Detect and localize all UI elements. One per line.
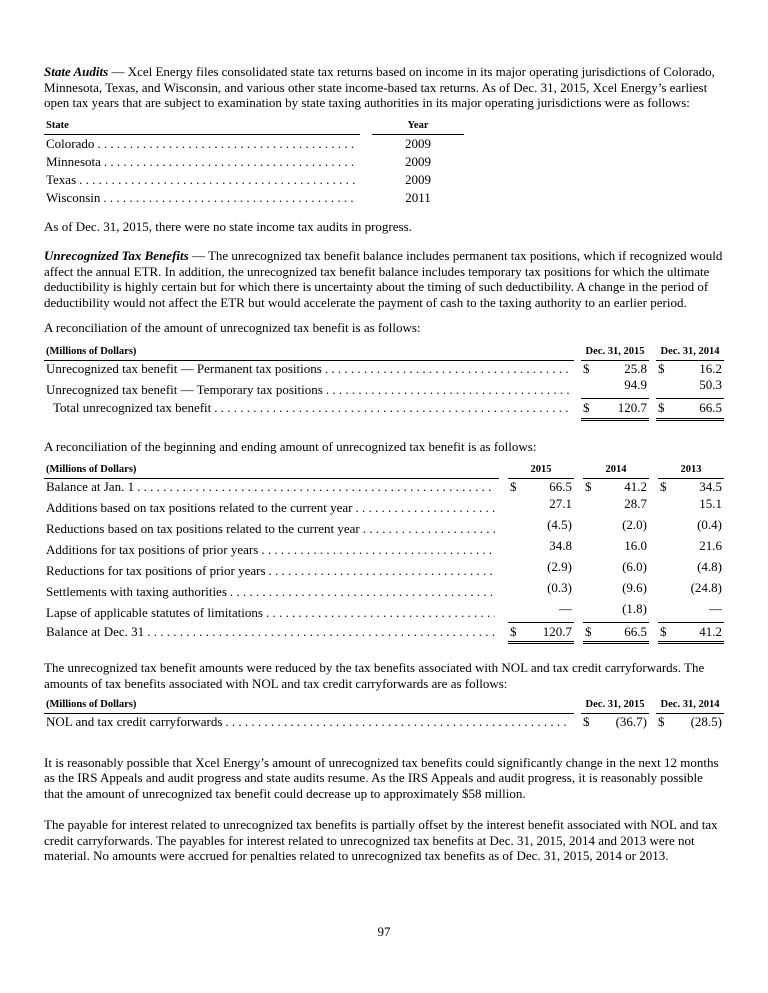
value-cell xyxy=(658,601,724,618)
value-cell xyxy=(508,517,574,534)
table-header-row xyxy=(44,346,724,361)
table-row xyxy=(44,496,724,517)
value: — xyxy=(559,600,572,616)
table-row xyxy=(44,377,724,398)
value-cell xyxy=(581,714,649,731)
value: 28.7 xyxy=(624,495,647,511)
value: 15.1 xyxy=(699,495,722,511)
dollar-sign: $ xyxy=(585,479,592,494)
recon-amount-table xyxy=(44,346,724,421)
dot-leader xyxy=(104,153,356,171)
col-header-2014: Dec. 31, 2014 xyxy=(656,699,724,714)
value-cell xyxy=(658,496,724,513)
table-row xyxy=(44,714,724,731)
value-cell xyxy=(508,479,574,496)
value-cell xyxy=(583,479,649,496)
value: 66.5 xyxy=(699,400,722,415)
state-year: 2009 xyxy=(405,171,431,187)
table-header-row xyxy=(44,464,724,479)
state-audits-heading: State Audits xyxy=(44,64,109,79)
value-cell xyxy=(508,622,574,645)
table-row xyxy=(44,538,724,559)
table-total-row xyxy=(44,398,724,421)
value: (2.9) xyxy=(547,558,572,574)
nol-table xyxy=(44,699,724,731)
col-header-2013: 2013 xyxy=(658,464,724,479)
col-header-2015: Dec. 31, 2015 xyxy=(581,346,649,361)
row-label: Unrecognized tax benefit — Temporary tax positions xyxy=(46,381,323,397)
value: (1.8) xyxy=(622,600,647,616)
row-label: Settlements with taxing authorities xyxy=(46,584,227,599)
state-name: Minnesota xyxy=(46,153,101,169)
nol-paragraph: The unrecognized tax benefit amounts were reduced by the tax benefits associated with NOL and tax credit carryforwards. The amounts of tax benefits associated with NOL and tax credit carryforwards are as follows: xyxy=(44,660,705,691)
row-label: Balance at Jan. 1 xyxy=(46,479,135,494)
dollar-sign: $ xyxy=(658,400,665,415)
row-label: Unrecognized tax benefit — Permanent tax positions xyxy=(46,360,322,376)
year-column-header: Year xyxy=(372,120,464,135)
dot-leader xyxy=(230,584,495,601)
value-cell xyxy=(658,622,724,645)
dollar-sign: $ xyxy=(585,623,592,639)
value-cell xyxy=(658,538,724,555)
state-column-header: State xyxy=(44,120,360,135)
dot-leader xyxy=(97,135,356,153)
value-cell xyxy=(508,538,574,555)
row-label: NOL and tax credit carryforwards xyxy=(46,714,223,729)
units-label: (Millions of Dollars) xyxy=(44,699,574,714)
unrecognized-tax-benefits-paragraph xyxy=(44,248,724,310)
value: 41.2 xyxy=(624,479,647,494)
row-label: Additions for tax positions of prior years xyxy=(46,542,259,557)
value-cell xyxy=(658,479,724,496)
dollar-sign: $ xyxy=(583,360,590,376)
value: — xyxy=(709,600,722,616)
table-row xyxy=(44,601,724,622)
dot-leader xyxy=(137,479,495,496)
table-row xyxy=(44,171,724,189)
table-row xyxy=(44,479,724,496)
state-audits-body: — Xcel Energy files consolidated state tax returns based on income in its major operating jurisdictions of Colorado, Minnesota, Texas, and Wisconsin, and various other state income-based tax returns. As of Dec. 31, 2015, Xcel Energy’s earliest open tax years that are subject to examination by state taxing authorities in its major operating jurisdictions were as follows: xyxy=(44,64,715,110)
value: (6.0) xyxy=(622,558,647,574)
col-header-2015: 2015 xyxy=(508,464,574,479)
dot-leader xyxy=(147,624,495,641)
col-header-2014: Dec. 31, 2014 xyxy=(656,346,724,361)
value-cell xyxy=(583,559,649,576)
dot-leader xyxy=(103,189,356,207)
row-label: Additions based on tax positions related to the current year xyxy=(46,500,353,515)
value-cell xyxy=(656,398,724,421)
value: (28.5) xyxy=(690,714,722,729)
value-cell xyxy=(583,538,649,555)
state-year-table-header xyxy=(44,120,724,135)
recon-rollforward-intro: A reconciliation of the beginning and ending amount of unrecognized tax benefit is as follows: xyxy=(44,438,537,454)
unrecognized-tax-benefits-heading: Unrecognized Tax Benefits xyxy=(44,248,189,263)
value: 34.5 xyxy=(699,479,722,494)
value-cell xyxy=(583,496,649,513)
value: (36.7) xyxy=(615,714,647,729)
dollar-sign: $ xyxy=(660,623,667,639)
units-label: (Millions of Dollars) xyxy=(44,346,574,361)
state-year: 2009 xyxy=(405,135,431,151)
dot-leader xyxy=(363,521,495,538)
value-cell xyxy=(656,714,724,731)
value-cell xyxy=(508,601,574,618)
value-cell xyxy=(583,622,649,645)
state-name: Texas xyxy=(46,171,77,187)
row-label: Balance at Dec. 31 xyxy=(46,623,145,639)
value: (0.3) xyxy=(547,579,572,595)
value: 94.9 xyxy=(624,377,647,392)
row-label: Total unrecognized tax benefit xyxy=(53,400,212,415)
state-name: Wisconsin xyxy=(46,189,101,205)
page-number: 97 xyxy=(377,924,391,939)
dot-leader xyxy=(79,171,356,189)
dot-leader xyxy=(325,361,570,378)
dollar-sign: $ xyxy=(510,479,517,494)
row-label: Reductions for tax positions of prior years xyxy=(46,563,266,578)
units-label: (Millions of Dollars) xyxy=(44,464,499,479)
dot-leader xyxy=(266,605,495,622)
value-cell xyxy=(658,580,724,597)
table-row xyxy=(44,361,724,378)
table-row xyxy=(44,517,724,538)
table-row xyxy=(44,559,724,580)
value-cell xyxy=(583,580,649,597)
value: 21.6 xyxy=(699,537,722,553)
recon-amount-intro: A reconciliation of the amount of unrecognized tax benefit is as follows: xyxy=(44,320,421,335)
dollar-sign: $ xyxy=(583,714,590,729)
table-row xyxy=(44,135,724,153)
value-cell xyxy=(583,517,649,534)
dollar-sign: $ xyxy=(660,479,667,494)
no-audits-note: As of Dec. 31, 2015, there were no state income tax audits in progress. xyxy=(44,218,412,234)
state-year: 2011 xyxy=(405,189,431,205)
state-year: 2009 xyxy=(405,153,431,169)
dot-leader xyxy=(326,382,570,399)
row-label: Reductions based on tax positions related to the current year xyxy=(46,521,360,536)
dot-leader xyxy=(356,500,495,517)
value-cell xyxy=(658,517,724,534)
value-cell xyxy=(658,559,724,576)
value-cell xyxy=(581,377,649,394)
value: (4.8) xyxy=(697,558,722,574)
table-row xyxy=(44,580,724,601)
col-header-2014: 2014 xyxy=(583,464,649,479)
table-header-row xyxy=(44,699,724,714)
state-name: Colorado xyxy=(46,135,95,151)
value-cell xyxy=(656,361,724,378)
value: 27.1 xyxy=(549,495,572,511)
value: (4.5) xyxy=(547,516,572,532)
dot-leader xyxy=(261,542,495,559)
value: (24.8) xyxy=(690,579,722,595)
value: 120.7 xyxy=(542,623,572,639)
dollar-sign: $ xyxy=(658,360,665,376)
state-audits-paragraph xyxy=(44,64,724,111)
value: (9.6) xyxy=(622,579,647,595)
recon-rollforward-table xyxy=(44,464,724,644)
value: 66.5 xyxy=(549,479,572,494)
dot-leader xyxy=(269,563,495,580)
value: (0.4) xyxy=(697,516,722,532)
dollar-sign: $ xyxy=(658,714,665,729)
value: 25.8 xyxy=(624,360,647,376)
dollar-sign: $ xyxy=(510,623,517,639)
value-cell xyxy=(581,398,649,421)
value-cell xyxy=(508,559,574,576)
value: 34.8 xyxy=(549,537,572,553)
value: 66.5 xyxy=(624,623,647,639)
value-cell xyxy=(581,361,649,378)
col-header-2015: Dec. 31, 2015 xyxy=(581,699,649,714)
unrecognized-tax-benefits-body: — The unrecognized tax benefit balance includes permanent tax positions, which if recognized would affect the annual ETR. In addition, the unrecognized tax benefit balance includes temporary tax positions for which the ultimate deductibility is highly certain but for which there is uncertainty about the timing of such deductibility. A change in the period of deductibility would not affect the ETR but would accelerate the payment of cash to the taxing authority to an earlier period. xyxy=(44,248,723,310)
value-cell xyxy=(583,601,649,618)
row-label: Lapse of applicable statutes of limitations xyxy=(46,605,263,620)
possible-change-paragraph: It is reasonably possible that Xcel Energy’s amount of unrecognized tax benefits could significantly change in the next 12 months as the IRS Appeals and audit progress and state audits resume. As the IRS Appeals and audit progress, it is reasonably possible that the amount of unrecognized tax benefit could decrease up to approximately $58 million. xyxy=(44,754,719,801)
value: 120.7 xyxy=(617,400,647,415)
value-cell xyxy=(656,377,724,394)
state-year-table xyxy=(44,120,724,207)
table-row xyxy=(44,153,724,171)
dot-leader xyxy=(214,400,570,417)
interest-paragraph: The payable for interest related to unrecognized tax benefits is partially offset by the interest benefit associated with NOL and tax credit carryforwards. The payables for interest related to unrecognized tax benefits at Dec. 31, 2015, 2014 and 2013 were not material. No amounts were accrued for penalties related to unrecognized tax benefits as of Dec. 31, 2015, 2014 or 2013. xyxy=(44,817,718,863)
value: (2.0) xyxy=(622,516,647,532)
value: 41.2 xyxy=(699,623,722,639)
dot-leader xyxy=(225,714,570,731)
value-cell xyxy=(508,580,574,597)
table-row xyxy=(44,189,724,207)
value: 16.0 xyxy=(624,537,647,553)
value: 16.2 xyxy=(699,360,722,376)
dollar-sign: $ xyxy=(583,400,590,415)
value-cell xyxy=(508,496,574,513)
value: 50.3 xyxy=(699,377,722,392)
table-total-row xyxy=(44,622,724,645)
